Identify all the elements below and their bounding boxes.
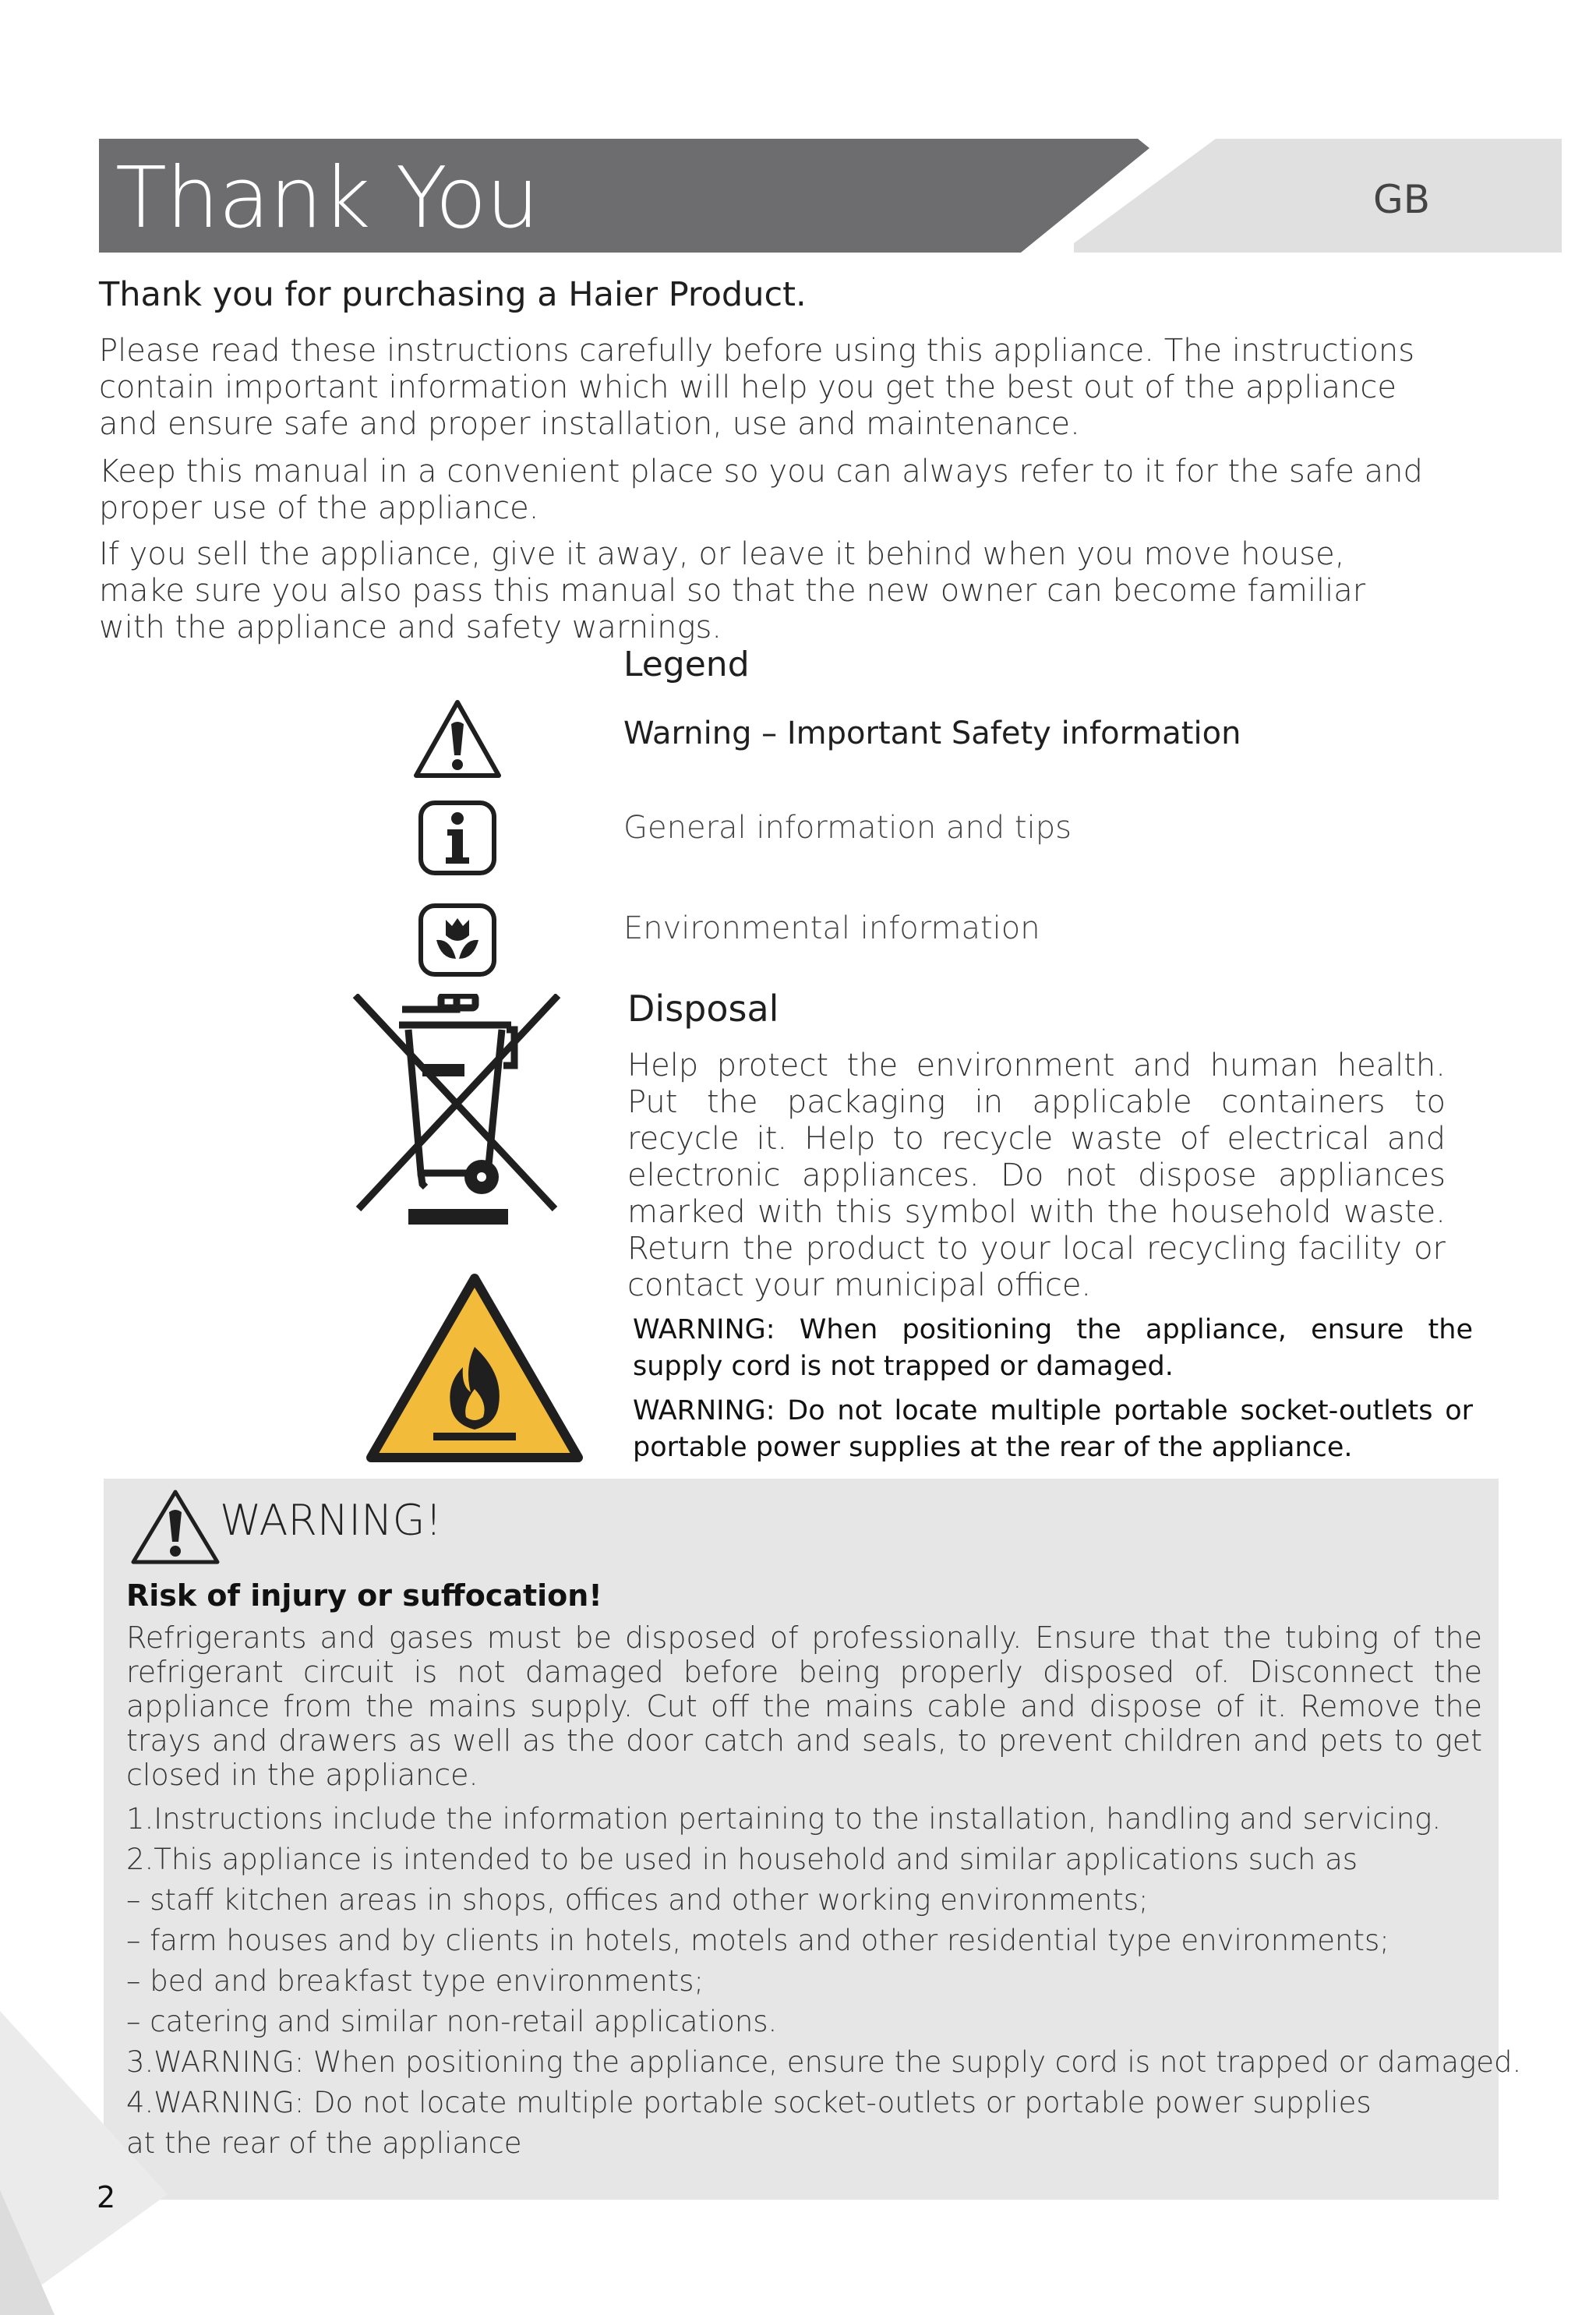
- intro-paragraph: Keep this manual in a convenient place so you can always refer to it for the safe and proper use of the appliance.: [99, 454, 1423, 526]
- corner-decoration: [0, 2011, 187, 2315]
- info-icon: [418, 800, 497, 876]
- disposal-warning: WARNING: When positioning the appliance, ensure the supply cord is not trapped or damaged.: [633, 1314, 1473, 1382]
- environment-icon: [418, 903, 497, 977]
- warning-title: WARNING!: [220, 1496, 443, 1545]
- list-item: – staff kitchen areas in shops, offices and other working environments;: [126, 1883, 1149, 1917]
- page-number: 2: [97, 2180, 116, 2214]
- list-item: 3.WARNING: When positioning the appliance, ensure the supply cord is not trapped or damaged.: [126, 2045, 1522, 2079]
- page-title: Thank You: [115, 150, 539, 247]
- list-item: 4.WARNING: Do not locate multiple portable socket-outlets or portable power supplies: [126, 2086, 1372, 2119]
- legend-environment-label: Environmental information: [623, 910, 1040, 946]
- intro-heading: Thank you for purchasing a Haier Product.: [99, 275, 807, 314]
- legend-heading: Legend: [623, 645, 750, 684]
- crossed-wheelie-bin-icon: [351, 994, 563, 1228]
- list-item: at the rear of the appliance: [126, 2126, 522, 2160]
- language-code: GB: [1373, 177, 1431, 222]
- list-item: – catering and similar non-retail applications.: [126, 2005, 778, 2038]
- header-light-tab: [1074, 139, 1562, 253]
- list-item: 1.Instructions include the information pertaining to the installation, handling and servicing.: [126, 1802, 1442, 1836]
- disposal-warning: WARNING: Do not locate multiple portable socket-outlets or portable power supplies at the rear of the appliance.: [633, 1395, 1473, 1463]
- flammable-warning-sign-icon: [366, 1272, 583, 1464]
- disposal-heading: Disposal: [627, 988, 779, 1030]
- warning-triangle-icon: [411, 698, 503, 782]
- legend-info-label: General information and tips: [623, 810, 1072, 846]
- legend-warning-label: Warning – Important Safety information: [623, 716, 1241, 751]
- intro-paragraph: If you sell the appliance, give it away, or leave it behind when you move house, make sure you also pass this manual so that the new owner can become familiar with the appliance and safety warnings.: [99, 536, 1366, 645]
- list-item: – farm houses and by clients in hotels, motels and other residential type environments;: [126, 1924, 1389, 1957]
- warning-triangle-icon: [129, 1487, 222, 1568]
- risk-text: Refrigerants and gases must be disposed of professionally. Ensure that the tubing of the refrigerant circuit is not damaged before being properly disposed of. Disconnect the appliance from the mains supply. Cut off the mains cable and dispose of it. Remove the trays and drawers as well as the door catch and seals, to prevent children and pets to get closed in the appliance.: [126, 1620, 1482, 1792]
- intro-paragraph: Please read these instructions carefully before using this appliance. The instructions contain important information which will help you get the best out of the appliance and ensure safe and proper installation, use and maintenance.: [99, 333, 1415, 442]
- disposal-text: Help protect the environment and human health. Put the packaging in applicable containers to recycle it. Help to recycle waste of electrical and electronic appliances. Do not dispose appliances marked with this symbol with the household waste. Return the product to your local recycling facility or contact your municipal office.: [627, 1048, 1446, 1303]
- risk-heading: Risk of injury or suffocation!: [126, 1578, 602, 1613]
- list-item: – bed and breakfast type environments;: [126, 1964, 704, 1998]
- list-item: 2.This appliance is intended to be used in household and similar applications such as: [126, 1843, 1358, 1876]
